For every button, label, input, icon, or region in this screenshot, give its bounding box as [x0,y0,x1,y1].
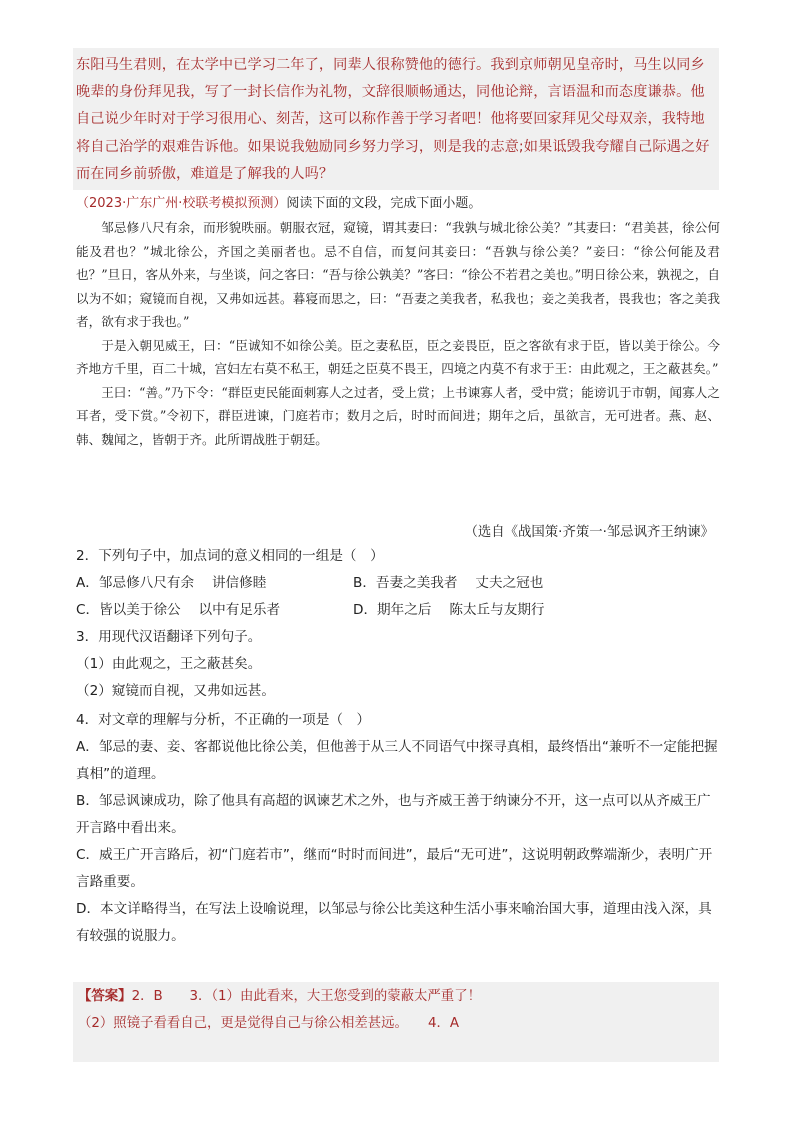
question-4-stem: 4．对文章的理解与分析，不正确的一项是（ ） [76,712,371,728]
answer-label: 【答案】 [78,989,132,1004]
question-2-option-b: B．吾妻之美我者 丈夫之冠也 [353,575,544,591]
question-3-sentence-2: （2）窥镜而自视，又弗如远甚。 [76,683,275,699]
translation-paragraph: 东阳马生君则，在太学中已学习二年了，同辈人很称赞他的德行。我到京师朝见皇帝时，马生以同乡晚辈的身份拜见我，写了一封长信作为礼物，文辞很顺畅通达，同他论辩，言语温和而态度谦恭。他自己说少年时对于学习很用心、刻苦，这可以称作善于学习者吧！他将要回家拜见父母双亲，我特地将自己治学的艰难告诉他。如果说我勉励同乡努力学习，则是我的志意;如果诋毁我夸耀自己际遇之好而在同乡前骄傲，难道是了解我的人吗？ [76,57,710,182]
question-4-option-d: D．本文详略得当，在写法上设喻说理，以邹忌与徐公比美这种生活小事来喻治国大事，道理由浅入深，具有较强的说服力。 [76,901,712,944]
question-2 [76,543,722,624]
question-3-stem: 3．用现代汉语翻译下列句子。 [76,629,262,645]
answer-line-2: （2）照镜子看看自己，更是觉得自己与徐公相差甚远。 4．A [78,1016,460,1031]
answer-block [78,983,718,1037]
question-2-options-row-2 [76,597,722,624]
classical-paragraph-2: 于是入朝见威王，曰：“臣诚知不如徐公美。臣之妻私臣，臣之妾畏臣，臣之客欲有求于臣，皆以美于徐公。今齐地方千里，百二十城，宫妇左右莫不私王，朝廷之臣莫不畏王，四境之内莫不有求于王：由此观之，王之蔽甚矣。” [76,337,720,376]
question-4-option-a: A．邹忌的妻、妾、客都说他比徐公美，但他善于从三人不同语气中探寻真相，最终悟出“兼听不一定能把握真相”的道理。 [76,739,718,782]
question-2-stem: 2．下列句子中，加点词的意义相同的一组是（ ） [76,548,384,564]
source-tag: （2023·广东广州·校联考模拟预测） [76,196,287,211]
question-3-sentence-1: （1）由此观之，王之蔽甚矣。 [76,656,262,672]
passage-citation: （选自《战国策·齐策一·邹忌讽齐王纳谏》 [464,525,714,540]
classical-paragraph-3: 王曰：“善。”乃下令：“群臣吏民能面刺寡人之过者，受上赏；上书谏寡人者，受中赏；能谤讥于市朝，闻寡人之耳者，受下赏。”令初下，群臣进谏，门庭若市；数月之后，时时而间进；期年之后，虽欲言，无可进者。燕、赵、韩、魏闻之，皆朝于齐。此所谓战胜于朝廷。 [76,384,720,447]
question-2-option-c: C．皆以美于徐公 以中有足乐者 [76,602,281,618]
question-2-options-row-1 [76,570,722,597]
question-4 [76,707,722,950]
question-2-option-d: D．期年之后 陈太丘与友期行 [353,602,545,618]
answer-text-1: 2．B 3．（1）由此看来，大王您受到的蒙蔽太严重了！ [131,989,481,1004]
question-4-option-b: B．邹忌讽谏成功，除了他具有高超的讽谏艺术之外，也与齐威王善于纳谏分不开，这一点可以从齐威王广开言路中看出来。 [76,793,711,836]
classical-paragraph-1: 邹忌修八尺有余，而形貌昳丽。朝服衣冠，窥镜，谓其妻曰：“我孰与城北徐公美？”其妻曰：“君美甚，徐公何能及君也？”城北徐公，齐国之美丽者也。忌不自信，而复问其妾曰：“吾孰与徐公美？”妾曰：“徐公何能及君也？”旦日，客从外来，与坐谈，问之客曰：“吾与徐公孰美？”客曰：“徐公不若君之美也。”明日徐公来，孰视之，自以为不如；窥镜而自视，又弗如远甚。暮寝而思之，曰：“吾妻之美我者，私我也；妾之美我者，畏我也；客之美我者，欲有求于我也。” [76,220,720,329]
source-instruction: 阅读下面的文段，完成下面小题。 [286,196,482,211]
classical-passage [76,216,720,451]
question-2-option-a: A．邹忌修八尺有余 讲信修睦 [76,575,267,591]
question-3 [76,624,722,705]
answer-line-1 [78,983,718,1010]
question-4-option-c: C．威王广开言路后，初“门庭若市”，继而“时时而间进”，最后“无可进”，这说明朝政弊端渐少，表明广开言路重要。 [76,847,713,890]
passage-source-line [76,192,481,211]
